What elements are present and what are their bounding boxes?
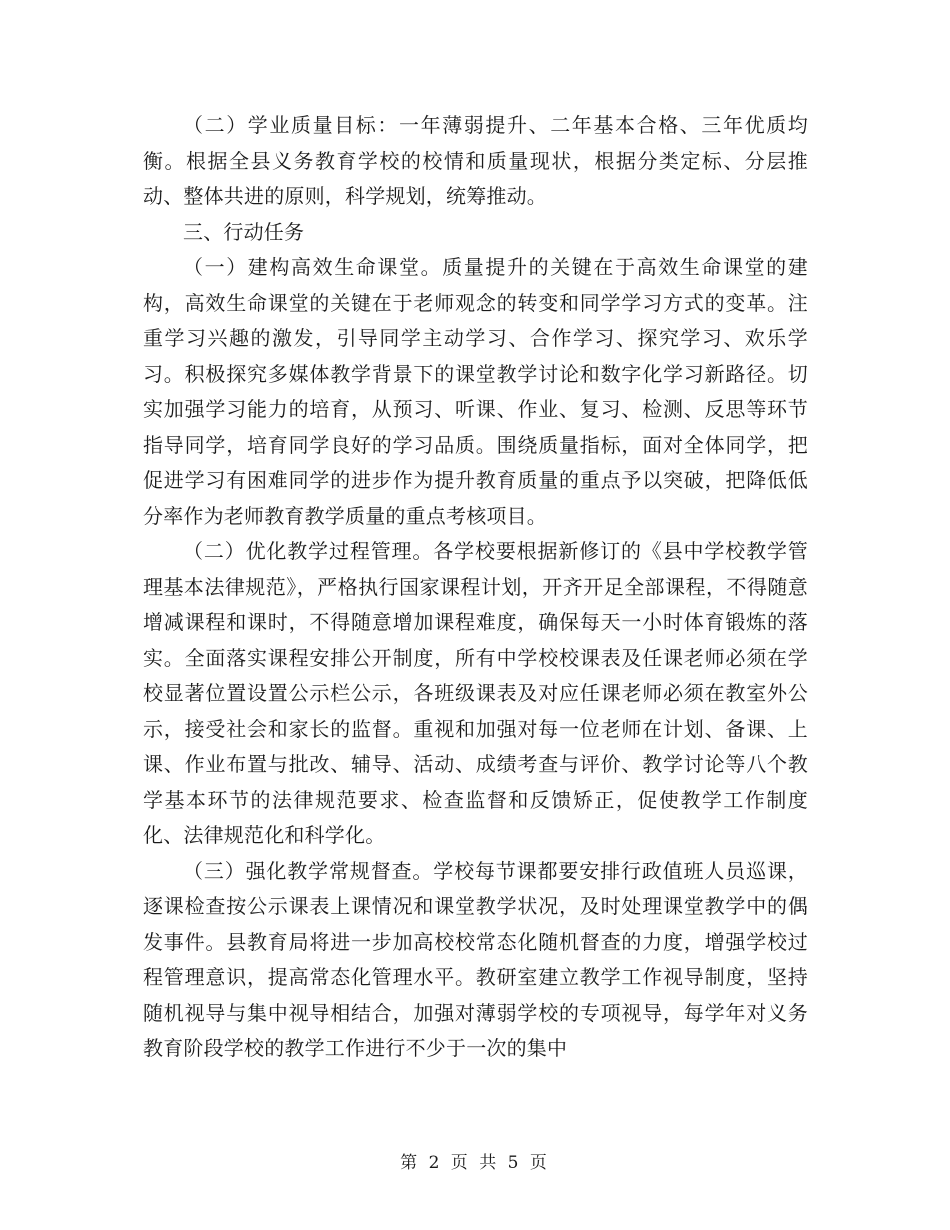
document-body	[143, 108, 808, 1067]
section-heading-action-tasks: 三、行动任务	[183, 219, 305, 244]
page-number-footer: 第 2 页 共 5 页	[400, 1153, 550, 1173]
paragraph-quality-goal: （二）学业质量目标：一年薄弱提升、二年基本合格、三年优质均衡。根据全县义务教育学校的校情和质量现状，根据分类定标、分层推动、整体共进的原则，科学规划，统筹推动。	[143, 113, 808, 208]
paragraph-efficient-classroom: （一）建构高效生命课堂。质量提升的关键在于高效生命课堂的建构，高效生命课堂的关键在于老师观念的转变和同学学习方式的变革。注重学习兴趣的激发，引导同学主动学习、合作学习、探究学习、欢乐学习。积极探究多媒体教学背景下的课堂教学讨论和数字化学习新路径。切实加强学习能力的培育，从预习、听课、作业、复习、检测、反思等环节指导同学，培育同学良好的学习品质。围绕质量指标，面对全体同学，把促进学习有困难同学的进步作为提升教育质量的重点予以突破，把降低低分率作为老师教育教学质量的重点考核项目。	[143, 255, 808, 528]
paragraph-routine-inspection: （三）强化教学常规督查。学校每节课都要安排行政值班人员巡课，逐课检查按公示课表上课情况和课堂教学状况，及时处理课堂教学中的偶发事件。县教育局将进一步加高校校常态化随机督查的力度，增强学校过程管理意识，提高常态化管理水平。教研室建立教学工作视导制度，坚持随机视导与集中视导相结合，加强对薄弱学校的专项视导，每学年对义务教育阶段学校的教学工作进行不少于一次的集中	[143, 858, 808, 1060]
paragraph-teaching-process: （二）优化教学过程管理。各学校要根据新修订的《县中学校教学管理基本法律规范》，严格执行国家课程计划，开齐开足全部课程，不得随意增减课程和课时，不得随意增加课程难度，确保每天一小时体育锻炼的落实。全面落实课程安排公开制度，所有中学校校课表及任课老师必须在学校显著位置设置公示栏公示，各班级课表及对应任课老师必须在教室外公示，接受社会和家长的监督。重视和加强对每一位老师在计划、备课、上课、作业布置与批改、辅导、活动、成绩考查与评价、教学讨论等八个教学基本环节的法律规范要求、检查监督和反馈矫正，促使教学工作制度化、法律规范化和科学化。	[143, 539, 808, 847]
